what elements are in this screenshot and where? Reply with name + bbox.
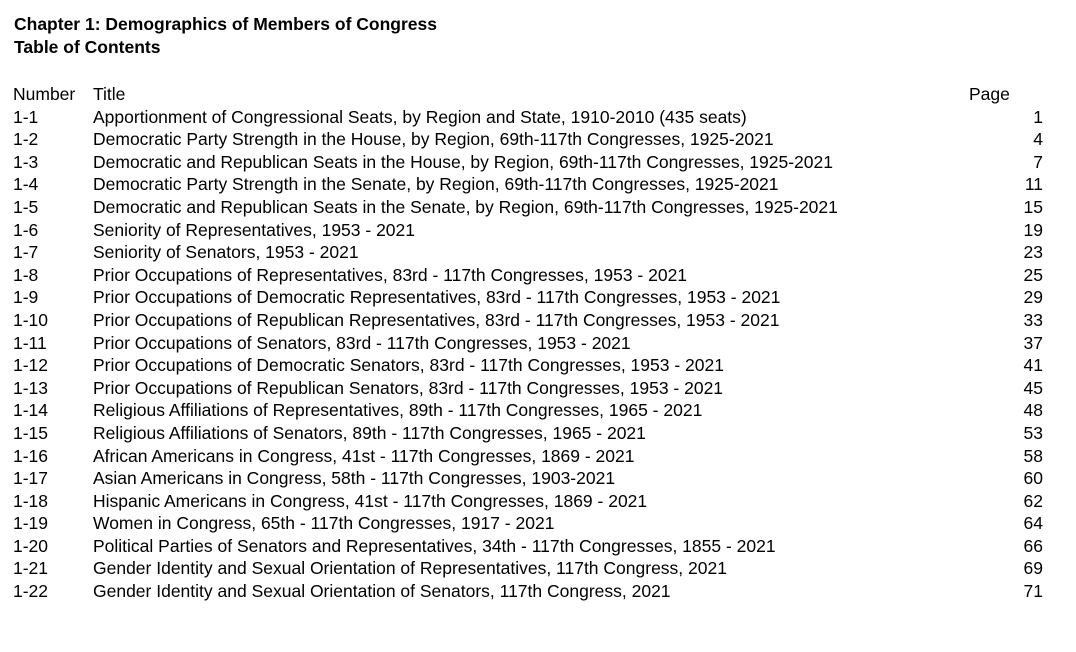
- entry-title: Democratic and Republican Seats in the House, by Region, 69th-117th Congresses, 1925-2021: [93, 151, 833, 172]
- chapter-title: Chapter 1: Demographics of Members of Congress: [14, 14, 437, 34]
- entry-title: Prior Occupations of Democratic Representatives, 83rd - 117th Congresses, 1953 - 2021: [93, 287, 781, 308]
- entry-page-number: 4: [1033, 129, 1043, 150]
- toc-entry-row: [0, 264, 1076, 287]
- table-of-contents: [0, 83, 1076, 603]
- entry-number: 1-20: [13, 535, 49, 556]
- entry-title: Democratic Party Strength in the House, by Region, 69th-117th Congresses, 1925-2021: [93, 129, 774, 150]
- entry-number: 1-7: [13, 242, 39, 263]
- entry-number: 1-10: [13, 309, 49, 330]
- entry-number: 1-3: [13, 151, 39, 172]
- toc-entry-row: [0, 106, 1076, 129]
- entry-page-number: 60: [1023, 468, 1043, 489]
- toc-entry-row: [0, 241, 1076, 264]
- number-column-header: Number: [13, 84, 76, 104]
- entry-number: 1-9: [13, 287, 39, 308]
- entry-page-number: 71: [1023, 581, 1043, 602]
- toc-header-row: [0, 83, 1076, 106]
- toc-entry-row: [0, 580, 1076, 603]
- entry-title: Prior Occupations of Senators, 83rd - 117th Congresses, 1953 - 2021: [93, 332, 631, 353]
- entry-number: 1-8: [13, 264, 39, 285]
- entry-number: 1-11: [13, 332, 47, 353]
- toc-entry-row: [0, 422, 1076, 445]
- entry-page-number: 15: [1023, 196, 1043, 217]
- entry-page-number: 64: [1023, 513, 1043, 534]
- entry-title: Seniority of Senators, 1953 - 2021: [93, 242, 359, 263]
- entry-page-number: 11: [1024, 174, 1043, 195]
- entry-page-number: 53: [1023, 422, 1043, 443]
- entry-title: Women in Congress, 65th - 117th Congresses, 1917 - 2021: [93, 513, 555, 534]
- toc-entry-row: [0, 219, 1076, 242]
- entry-title: Asian Americans in Congress, 58th - 117th Congresses, 1903-2021: [93, 468, 616, 489]
- entry-title: Apportionment of Congressional Seats, by Region and State, 1910-2010 (435 seats): [93, 106, 747, 127]
- entry-page-number: 7: [1033, 151, 1043, 172]
- toc-entry-row: [0, 399, 1076, 422]
- entry-number: 1-6: [13, 219, 39, 240]
- entry-title: Hispanic Americans in Congress, 41st - 117th Congresses, 1869 - 2021: [93, 490, 648, 511]
- entry-page-number: 33: [1023, 309, 1043, 330]
- entry-page-number: 41: [1023, 355, 1043, 376]
- toc-entry-row: [0, 535, 1076, 558]
- entry-title: Prior Occupations of Republican Senators, 83rd - 117th Congresses, 1953 - 2021: [93, 377, 724, 398]
- toc-entry-row: [0, 467, 1076, 490]
- entry-number: 1-14: [13, 400, 49, 421]
- entry-page-number: 45: [1023, 377, 1043, 398]
- entry-number: 1-2: [13, 129, 39, 150]
- entry-page-number: 58: [1023, 445, 1043, 466]
- entry-page-number: 29: [1023, 287, 1043, 308]
- entry-title: African Americans in Congress, 41st - 117th Congresses, 1869 - 2021: [93, 445, 635, 466]
- toc-entry-row: [0, 332, 1076, 355]
- entry-page-number: 23: [1023, 242, 1043, 263]
- entry-number: 1-4: [13, 174, 39, 195]
- toc-entry-row: [0, 286, 1076, 309]
- page-column-header: Page: [969, 84, 1010, 104]
- entry-page-number: 25: [1023, 264, 1043, 285]
- entry-page-number: 1: [1033, 106, 1043, 127]
- entry-number: 1-22: [13, 581, 49, 602]
- entry-title: Democratic Party Strength in the Senate, by Region, 69th-117th Congresses, 1925-2021: [93, 174, 779, 195]
- toc-entry-row: [0, 445, 1076, 468]
- toc-entry-row: [0, 377, 1076, 400]
- entry-page-number: 66: [1023, 535, 1043, 556]
- entry-number: 1-16: [13, 445, 49, 466]
- entry-number: 1-18: [13, 490, 49, 511]
- entry-number: 1-17: [13, 468, 49, 489]
- title-column-header: Title: [93, 84, 126, 104]
- toc-entry-row: [0, 173, 1076, 196]
- toc-entry-row: [0, 490, 1076, 513]
- entry-title: Religious Affiliations of Representatives, 89th - 117th Congresses, 1965 - 2021: [93, 400, 703, 421]
- entry-number: 1-12: [13, 355, 49, 376]
- entry-number: 1-13: [13, 377, 49, 398]
- entry-title: Democratic and Republican Seats in the Senate, by Region, 69th-117th Congresses, 1925-2021: [93, 196, 838, 217]
- entry-number: 1-1: [13, 106, 39, 127]
- toc-entry-row: [0, 151, 1076, 174]
- entry-number: 1-21: [13, 558, 49, 579]
- entry-title: Gender Identity and Sexual Orientation of Representatives, 117th Congress, 2021: [93, 558, 727, 579]
- entry-page-number: 69: [1023, 558, 1043, 579]
- toc-entry-row: [0, 309, 1076, 332]
- entry-title: Political Parties of Senators and Representatives, 34th - 117th Congresses, 1855 - 2021: [93, 535, 776, 556]
- entry-number: 1-19: [13, 513, 49, 534]
- entry-page-number: 19: [1023, 219, 1043, 240]
- entry-title: Prior Occupations of Representatives, 83rd - 117th Congresses, 1953 - 2021: [93, 264, 688, 285]
- toc-entry-row: [0, 557, 1076, 580]
- entry-page-number: 62: [1023, 490, 1043, 511]
- entry-number: 1-5: [13, 196, 39, 217]
- entry-page-number: 48: [1023, 400, 1043, 421]
- toc-entry-row: [0, 512, 1076, 535]
- entry-title: Prior Occupations of Republican Representatives, 83rd - 117th Congresses, 1953 - 2021: [93, 309, 780, 330]
- toc-entry-row: [0, 128, 1076, 151]
- toc-title: Table of Contents: [14, 37, 161, 57]
- toc-entry-row: [0, 354, 1076, 377]
- entry-title: Seniority of Representatives, 1953 - 2021: [93, 219, 415, 240]
- entry-page-number: 37: [1023, 332, 1043, 353]
- entry-title: Gender Identity and Sexual Orientation of Senators, 117th Congress, 2021: [93, 581, 671, 602]
- toc-entry-row: [0, 196, 1076, 219]
- entry-number: 1-15: [13, 422, 49, 443]
- entry-title: Prior Occupations of Democratic Senators, 83rd - 117th Congresses, 1953 - 2021: [93, 355, 724, 376]
- entry-title: Religious Affiliations of Senators, 89th - 117th Congresses, 1965 - 2021: [93, 422, 646, 443]
